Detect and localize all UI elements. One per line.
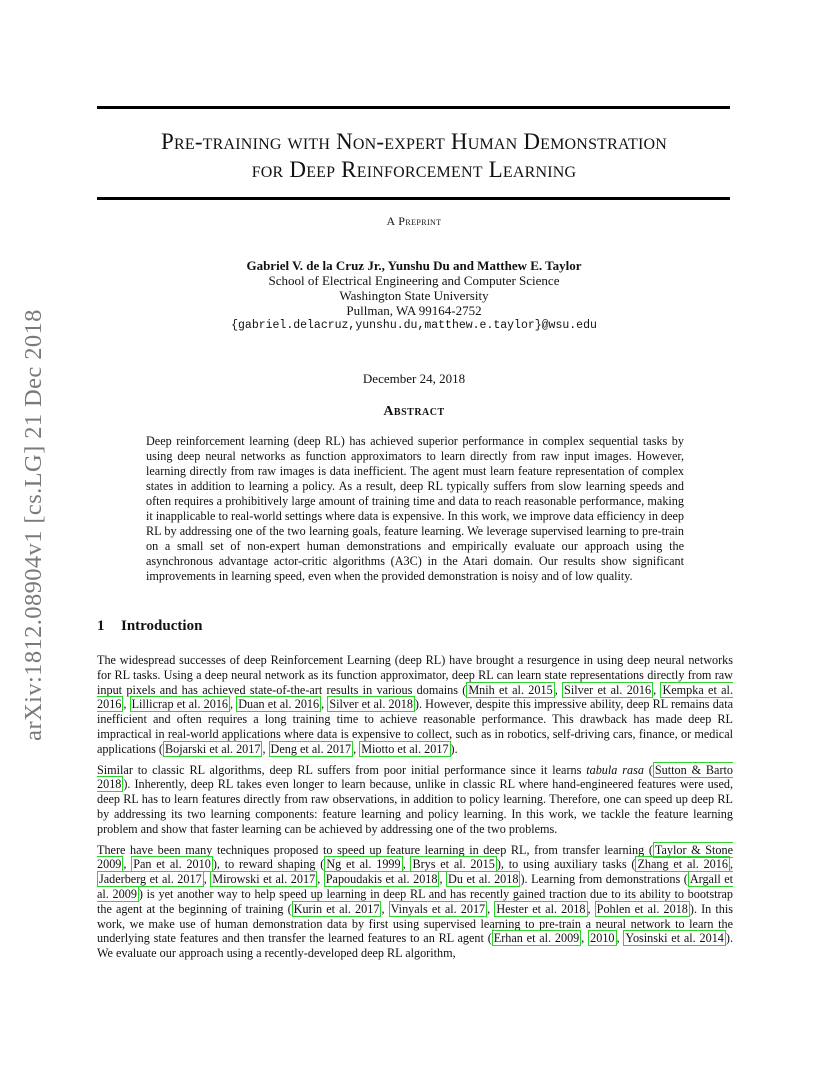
citation-link[interactable]: Jaderberg et al. 2017 xyxy=(99,872,202,887)
preprint-label: A Preprint xyxy=(386,214,442,228)
text-run: ( xyxy=(643,762,653,777)
section-number: 1 xyxy=(97,618,105,634)
abstract-heading: Abstract xyxy=(383,404,445,419)
citation-link[interactable]: Pohlen et al. 2018 xyxy=(596,901,688,916)
citation-link[interactable]: Ng et al. 1999 xyxy=(326,857,401,872)
citation-link[interactable]: Erhan et al. 2009 xyxy=(493,931,580,946)
title-part: Non-expert xyxy=(336,129,451,154)
text-run: , xyxy=(123,857,132,872)
title-line-1 xyxy=(60,128,768,156)
citation-link[interactable]: Kurin et al. 2017 xyxy=(293,901,380,916)
citation-link[interactable]: Zhang et al. 2016 xyxy=(637,857,728,872)
text-run: , xyxy=(262,741,269,756)
text-run: ). We evaluate our approach using a recently-developed deep RL algorithm, xyxy=(97,931,734,961)
text-run: , xyxy=(487,901,495,916)
citation-link[interactable]: Yosinski et al. 2014 xyxy=(625,931,724,946)
text-run: , xyxy=(402,857,411,872)
body-paragraph xyxy=(97,763,733,837)
citation-link[interactable]: Duan et al. 2016 xyxy=(238,697,320,712)
citation-link[interactable]: Sutton & Barto 2018 xyxy=(97,762,734,792)
citation-link[interactable]: Silver et al. 2018 xyxy=(329,697,413,712)
text-run: Similar to classic RL algorithms, deep RL suffers from poor initial performance since it learns xyxy=(97,762,587,777)
citation-link[interactable]: Brys et al. 2015 xyxy=(412,857,495,872)
paper-title xyxy=(60,128,768,184)
citation-link[interactable]: Bojarski et al. 2017 xyxy=(165,741,261,756)
text-run: ). xyxy=(450,741,458,756)
author-university: Washington State University xyxy=(339,288,489,303)
text-run: ), to using auxiliary tasks ( xyxy=(496,857,636,872)
title-part: Pre-training with xyxy=(160,129,337,154)
citation-link[interactable]: Vinyals et al. 2017 xyxy=(390,901,486,916)
text-run: , xyxy=(381,901,389,916)
citation-link[interactable]: Deng et al. 2017 xyxy=(270,741,352,756)
text-run: , xyxy=(321,697,328,712)
text-run: , xyxy=(203,872,211,887)
title-part: Demonstration xyxy=(523,129,667,154)
text-run: , xyxy=(123,697,130,712)
author-address: Pullman, WA 99164-2752 xyxy=(346,303,482,318)
body-paragraph xyxy=(97,653,733,757)
author-email[interactable]: {gabriel.delacruz,yunshu.du,matthew.e.taylor}@wsu.edu xyxy=(231,319,597,332)
citation-link[interactable]: 2010 xyxy=(590,931,615,946)
citation-link[interactable]: Kempka et al. 2016 xyxy=(97,682,733,712)
text-run: ). In this work, we make use of human demonstration data by first using supervised learning to pre-train a neural network to learn the underlying state features and then transfer the learned features to an RL agent ( xyxy=(97,901,733,946)
paper-date: December 24, 2018 xyxy=(362,371,466,386)
citation-link[interactable]: Taylor & Stone 2009 xyxy=(97,842,733,872)
section-title: Introduction xyxy=(121,618,203,634)
text-run: ), to reward shaping ( xyxy=(212,857,325,872)
citation-link[interactable]: Papoudakis et al. 2018 xyxy=(325,872,438,887)
author-affiliation: School of Electrical Engineering and Computer Science xyxy=(268,273,560,288)
text-run: , xyxy=(317,872,324,887)
citation-link[interactable]: Du et al. 2018 xyxy=(448,872,519,887)
title-part: Human xyxy=(450,129,524,154)
title-line-2: for Deep Reinforcement Learning xyxy=(251,157,577,182)
text-run: ). Learning from demonstrations ( xyxy=(520,872,688,887)
emphasis-text: tabula rasa xyxy=(586,762,644,777)
text-run: , xyxy=(653,682,661,697)
citation-link[interactable]: Mirowski et al. 2017 xyxy=(212,872,316,887)
author-block xyxy=(0,258,828,333)
text-run: The widespread successes of deep Reinforcement Learning (deep RL) have brought a resurgence in using deep neural networks for RL tasks. Using a deep neural network as its function approximator, deep RL can learn state representations directly from raw input pixels and has achieved state-of-the-art results in various domains ( xyxy=(97,653,733,697)
section-heading xyxy=(97,618,202,635)
citation-link[interactable]: Lillicrap et al. 2016 xyxy=(131,697,229,712)
citation-link[interactable]: Miotto et al. 2017 xyxy=(361,741,449,756)
body-text xyxy=(97,653,733,967)
text-run: , xyxy=(554,682,563,697)
citation-link[interactable]: Argall et al. 2009 xyxy=(97,872,734,901)
text-run: , xyxy=(353,741,360,756)
citation-link[interactable]: Mnih et al. 2015 xyxy=(468,682,553,697)
citation-link[interactable]: Hester et al. 2018 xyxy=(496,901,586,916)
text-run: , xyxy=(729,857,734,872)
title-rule-top xyxy=(97,106,730,109)
author-names: Gabriel V. de la Cruz Jr., Yunshu Du and Matthew E. Taylor xyxy=(246,258,582,273)
text-run: , xyxy=(587,901,595,916)
text-run: ) is yet another way to help speed up learning in deep RL and has recently gained traction due to its ability to bootstrap the agent at the beginning of training ( xyxy=(97,886,734,916)
citation-link[interactable]: Silver et al. 2016 xyxy=(564,682,652,697)
text-run: There have been many techniques proposed to speed up feature learning in deep RL, from transfer learning ( xyxy=(97,842,653,857)
text-run: , xyxy=(616,931,624,946)
text-run: ). However, despite this impressive ability, deep RL remains data inefficient and often requires a long training time to achieve reasonable performance. This drawback has made deep RL impractical in real-world applications where data is expensive to collect, such as in robotics, self-driving cars, finance, or medical applications ( xyxy=(97,697,733,756)
arxiv-side-stamp[interactable]: arXiv:1812.08904v1 [cs.LG] 21 Dec 2018 xyxy=(20,309,47,741)
abstract-text: Deep reinforcement learning (deep RL) has achieved superior performance in complex sequential tasks by using deep neural networks as function approximators to learn directly from raw input images. However, learning directly from raw images is data inefficient. The agent must learn feature representation of complex states in addition to learning a policy. As a result, deep RL typically suffers from slow learning speeds and often requires a prohibitively large amount of training time and data to reach reasonable performance, making it inapplicable to real-world settings where data is expensive. In this work, we improve data efficiency in deep RL by addressing one of the two learning goals, feature learning. We leverage supervised learning to pre-train on a small set of non-expert human demonstrations and empirically evaluate our approach using the asynchronous advantage actor-critic algorithms (A3C) in the Atari domain. Our results show significant improvements in learning speed, even when the provided demonstration is noisy and of low quality. xyxy=(146,434,684,583)
title-rule-bottom xyxy=(97,197,730,200)
text-run: ). Inherently, deep RL takes even longer to learn because, unlike in classic RL where hand-engineered features were used, deep RL has to learn features directly from raw observations, in addition to policy learning. Therefore, one can speed up deep RL by addressing its two learning components: feature learning and policy learning. In this work, we tackle the feature learning problem and show that faster learning can be achieved by addressing one of the two problems. xyxy=(97,777,733,836)
text-run: , xyxy=(230,697,237,712)
body-paragraph xyxy=(97,843,733,961)
text-run: , xyxy=(439,872,447,887)
citation-link[interactable]: Pan et al. 2010 xyxy=(133,857,211,872)
text-run: , xyxy=(581,931,589,946)
